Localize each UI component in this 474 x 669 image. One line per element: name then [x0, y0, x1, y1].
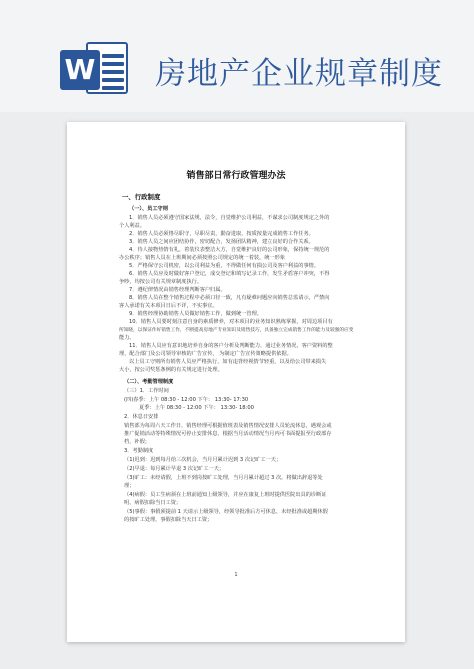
paragraph-line: 能力。	[119, 335, 135, 341]
banner-title: 房地产企业规章制度	[155, 56, 443, 92]
page-number: 1	[234, 572, 238, 578]
paragraph-line: 明、病假扣除当日工资；	[124, 500, 182, 506]
paragraph-line: 办公秩序；销售人员在上班期间必须按照公司规定的统一着装，统一形象	[119, 255, 286, 261]
word-letter: W	[60, 50, 100, 90]
paragraph-line: 推广促销活动等特殊情况可停止安排休息，根据当月活动情况当月内可书面提报至行政部存	[124, 431, 332, 437]
paragraph-line: 理，配合部门及公司领导审核的广告宣传， 为制定广告宣传策略提供依据。	[119, 351, 292, 357]
paragraph-line: 以上员工守则所有销售人员应严格执行，如有违背经视情节轻重，以及给公司带来损失	[129, 359, 327, 365]
document-title: 销售部日常行政管理办法	[186, 171, 286, 181]
paragraph-line: 10．销售人员要时刻注意自身的素质修养，对本项目的业务知识熟练掌握，对周边项目有	[129, 319, 333, 325]
paragraph-line: 2．休息日安排	[124, 414, 159, 420]
paragraph-line: 夏季：上午 08:30 - 12:00 下午： 13:30- 18:00	[139, 405, 254, 411]
paragraph-line: 8．销售人员在整个销售过程中必须口径一致，凡有疑难问题应向销售总监请示，严禁向	[129, 295, 330, 301]
paragraph-line: (四)春季：上午 08:30 - 12:00 下午： 13:30- 17:30	[124, 397, 249, 403]
paragraph-line: 4．待人接物热情有礼，着装仪表整洁大方，自觉维护良好的公司形象，保持统一规范的	[129, 247, 330, 253]
paragraph-line: 11．销售人员应有意识地培养自身的客户分析及判断能力，通过业务情况，客户资料的整	[129, 343, 333, 349]
subsection-heading: （一）、员工守则	[129, 206, 168, 212]
paragraph-line: 理；	[124, 483, 135, 489]
paragraph-line: （3)旷工：未经请假，上班不到岗按旷工处理，当月月累计超过 3 次，将做出辞退等处	[124, 475, 323, 481]
paragraph-line: 3．考勤制度	[124, 448, 154, 454]
paragraph-line: 7．遵纪律情况由销售经理判断客户归属。	[129, 287, 226, 293]
paragraph-line: 3．销售人员之间应团结协作，密切配合，发扬团队精神，建立良好的合作关系。	[129, 239, 314, 245]
paragraph-line: 销售部为每周六天工作日，销售经理可根据值班表及销售情况安排人员轮流休息，遇观会或	[124, 423, 332, 429]
paragraph-line: 客人承诺有关本项目日后不详，不实事宜。	[119, 303, 218, 309]
document-page	[67, 122, 405, 642]
paragraph-line: 1．销售人员必须遵守国家法规，法令，自觉维护公司利益，不谋求公司制度规定之外的	[129, 215, 330, 221]
subsection-heading: （二）、考勤管理制度	[124, 379, 174, 385]
paragraph-line: 6．销售人员应及时做好客户登记，成交登记和填写记录工作，发生矛盾客户冲突，不得	[129, 271, 330, 277]
section-heading: 一、行政制度	[122, 193, 161, 201]
paragraph-line: 所知晓，以保证作好销售工作，不断提高房地产专业知识及销售技巧，具备独立完成销售工作的能力及较强的应变	[119, 328, 354, 333]
paragraph-line: 9．销售经理协助销售人员做好销售工作，做到统一管理。	[129, 311, 262, 317]
paragraph-line: 大小，按公司奖惩条例的有关规定进行处理。	[119, 367, 223, 373]
paragraph-line: 5．严格保守公司机密，以公司利益为重，不得做任何有损公司及客户利益的事情。	[129, 263, 320, 269]
paragraph-line: 争吵，均按公司有关规章制度执行。	[119, 279, 203, 285]
paragraph-line: 个人利益。	[119, 223, 145, 229]
paragraph-line: 的按旷工处理，事假扣除当天日工资；	[124, 517, 213, 523]
paragraph-line: （4)病假：员工生病须在上班前通知上级领导，并应在康复上班时提供医院出具的诊断证	[124, 492, 327, 498]
paragraph-line: 档，补假；	[124, 439, 150, 445]
paragraph-line: （2)早退：每月累计早退 3 次记旷工一天；	[124, 466, 225, 472]
paragraph-line: 2．销售人员必须恪尽职守，尽职尽责，勤奋进取，按质按量完成销售工作任务。	[129, 231, 314, 237]
paragraph-line: （三）1．工作时间	[124, 388, 169, 394]
paragraph-line: （1)迟到：迟到每月给三次机会，当月月累计迟到 3 次记旷工一天；	[124, 457, 282, 463]
word-icon	[60, 38, 132, 98]
paragraph-line: （5)事假：事假须提前 1 天请示上级领导，经领导批准后方可休息，未经批准或超期休假	[124, 509, 328, 515]
banner	[0, 0, 474, 112]
